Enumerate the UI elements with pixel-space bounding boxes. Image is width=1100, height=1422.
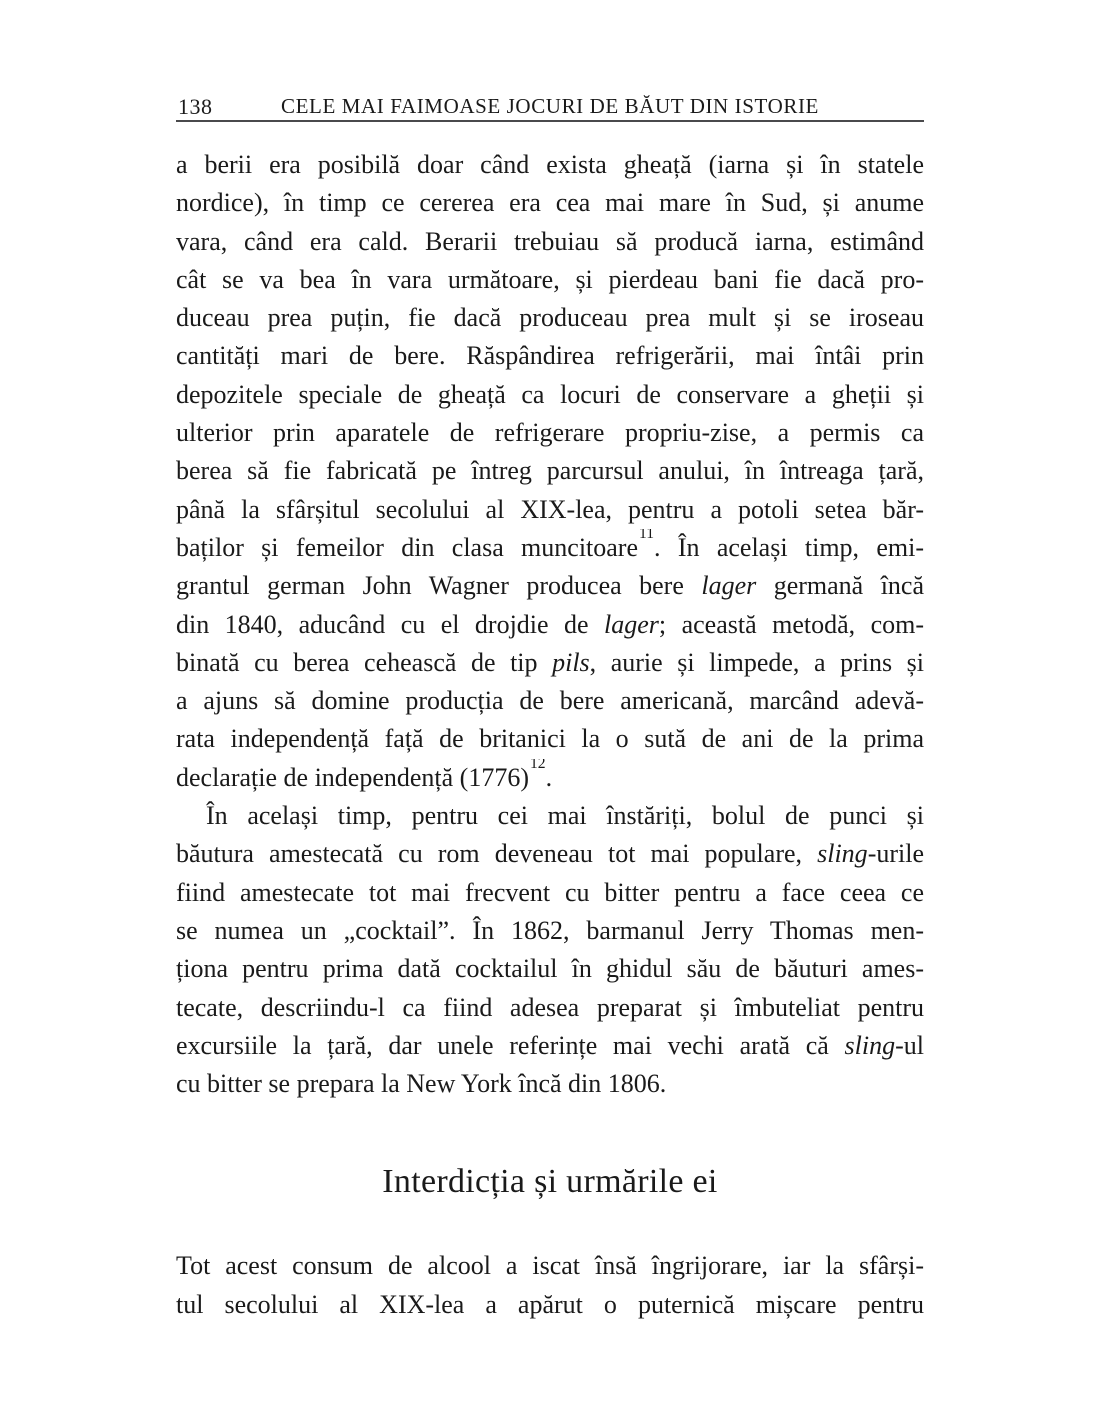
italic-term: sling: [844, 1030, 896, 1060]
text-line: [176, 337, 924, 375]
page-body: [176, 146, 924, 1324]
text-segment: baților și femeilor din clasa muncitoare: [176, 532, 639, 562]
text-segment: tul secolului al XIX-lea a apărut o puternică mișcare pentru: [176, 1289, 924, 1319]
text-line: [176, 797, 924, 835]
text-segment: până la sfârșitul secolului al XIX-lea, pentru a potoli setea băr-: [176, 494, 924, 524]
text-line: [176, 989, 924, 1027]
italic-term: lager: [604, 609, 659, 639]
text-segment: cantități mari de bere. Răspândirea refrigerării, mai întâi prin: [176, 341, 924, 371]
text-line: [176, 1247, 924, 1285]
text-line: [176, 1286, 924, 1324]
italic-term: pils: [552, 647, 590, 677]
text-line: [176, 644, 924, 682]
text-line: [176, 223, 924, 261]
page-header: [176, 92, 924, 120]
text-segment: . În același timp, emi-: [654, 532, 924, 562]
text-segment: tecate, descriindu-l ca fiind adesea preparat și îmbuteliat pentru: [176, 992, 924, 1022]
text-segment: băutura amestecată cu rom deveneau tot mai populare,: [176, 839, 818, 869]
text-line: [176, 1027, 924, 1065]
text-segment: binată cu berea cehească de tip: [176, 647, 553, 677]
text-segment: -ul: [895, 1030, 924, 1060]
text-segment: a berii era posibilă doar când exista gheață (iarna și în statele: [176, 150, 924, 179]
text-line: [176, 950, 924, 988]
text-line: [176, 184, 924, 222]
page-number: 138: [178, 94, 213, 119]
italic-term: sling: [817, 839, 868, 869]
italic-term: lager: [701, 571, 757, 601]
text-line: [176, 835, 924, 873]
paragraph: [176, 1247, 924, 1324]
text-segment: ; această metodă, com-: [658, 609, 924, 639]
text-segment: -urile: [867, 839, 924, 869]
text-line: [176, 606, 924, 644]
text-segment: .: [545, 762, 553, 792]
header-rule: [176, 120, 924, 122]
text-line: [176, 682, 924, 720]
text-line: [176, 1065, 924, 1103]
text-line: [176, 452, 924, 490]
section-heading: Interdicția și urmările ei: [382, 1163, 718, 1201]
text-segment: declarație de independență (1776): [176, 762, 529, 792]
text-line: [176, 376, 924, 414]
text-line: [176, 759, 924, 797]
text-line: [176, 567, 924, 605]
text-segment: cât se va bea în vara următoare, și pierdeau bani fie dacă pro-: [176, 264, 924, 294]
text-segment: se numea un „cocktail”. În 1862, barmanul Jerry Thomas men-: [176, 915, 924, 945]
text-segment: berea să fie fabricată pe întreg parcursul anului, în întreaga țară,: [176, 456, 924, 486]
text-segment: cu bitter se prepara la New York încă din 1806.: [176, 1069, 667, 1099]
text-segment: ționa pentru prima dată cocktailul în ghidul său de băuturi ames-: [176, 954, 924, 984]
text-segment: În același timp, pentru cei mai înstăriți, bolul de punci și: [206, 801, 924, 831]
text-line: [176, 912, 924, 950]
text-segment: depozitele speciale de gheață ca locuri de conservare a gheții și: [176, 379, 924, 409]
text-line: [176, 146, 924, 184]
text-segment: vara, când era cald. Berarii trebuiau să producă iarna, estimând: [176, 226, 924, 256]
footnote-reference: 12: [530, 758, 546, 772]
text-line: [176, 414, 924, 452]
running-title: CELE MAI FAIMOASE JOCURI DE BĂUT DIN ISTORIE: [281, 94, 819, 118]
text-line: [176, 720, 924, 758]
text-line: [176, 299, 924, 337]
text-segment: Tot acest consum de alcool a iscat însă îngrijorare, iar la sfârși-: [176, 1251, 924, 1281]
text-segment: duceau prea puțin, fie dacă produceau prea mult și se iroseau: [176, 303, 924, 333]
text-segment: ulterior prin aparatele de refrigerare propriu-zise, a permis ca: [176, 418, 924, 448]
text-segment: grantul german John Wagner producea bere: [176, 571, 702, 601]
paragraph: [176, 146, 924, 797]
footnote-reference: 11: [639, 528, 655, 543]
text-segment: rata independență față de britanici la o sută de ani de la prima: [176, 724, 924, 754]
text-line: [176, 261, 924, 299]
text-segment: , aurie și limpede, a prins și: [589, 647, 924, 677]
text-segment: fiind amestecate tot mai frecvent cu bitter pentru a face ceea ce: [176, 877, 924, 907]
text-segment: nordice), în timp ce cererea era cea mai mare în Sud, și anume: [176, 188, 924, 218]
text-segment: a ajuns să domine producția de bere americană, marcând adevă-: [176, 686, 924, 716]
text-line: [176, 491, 924, 529]
paragraph: [176, 797, 924, 1103]
text-line: [176, 874, 924, 912]
text-line: [176, 529, 924, 567]
text-segment: germană încă: [756, 571, 924, 601]
text-segment: excursiile la țară, dar unele referințe mai vechi arată că: [176, 1030, 845, 1060]
text-segment: din 1840, aducând cu el drojdie de: [176, 609, 605, 639]
